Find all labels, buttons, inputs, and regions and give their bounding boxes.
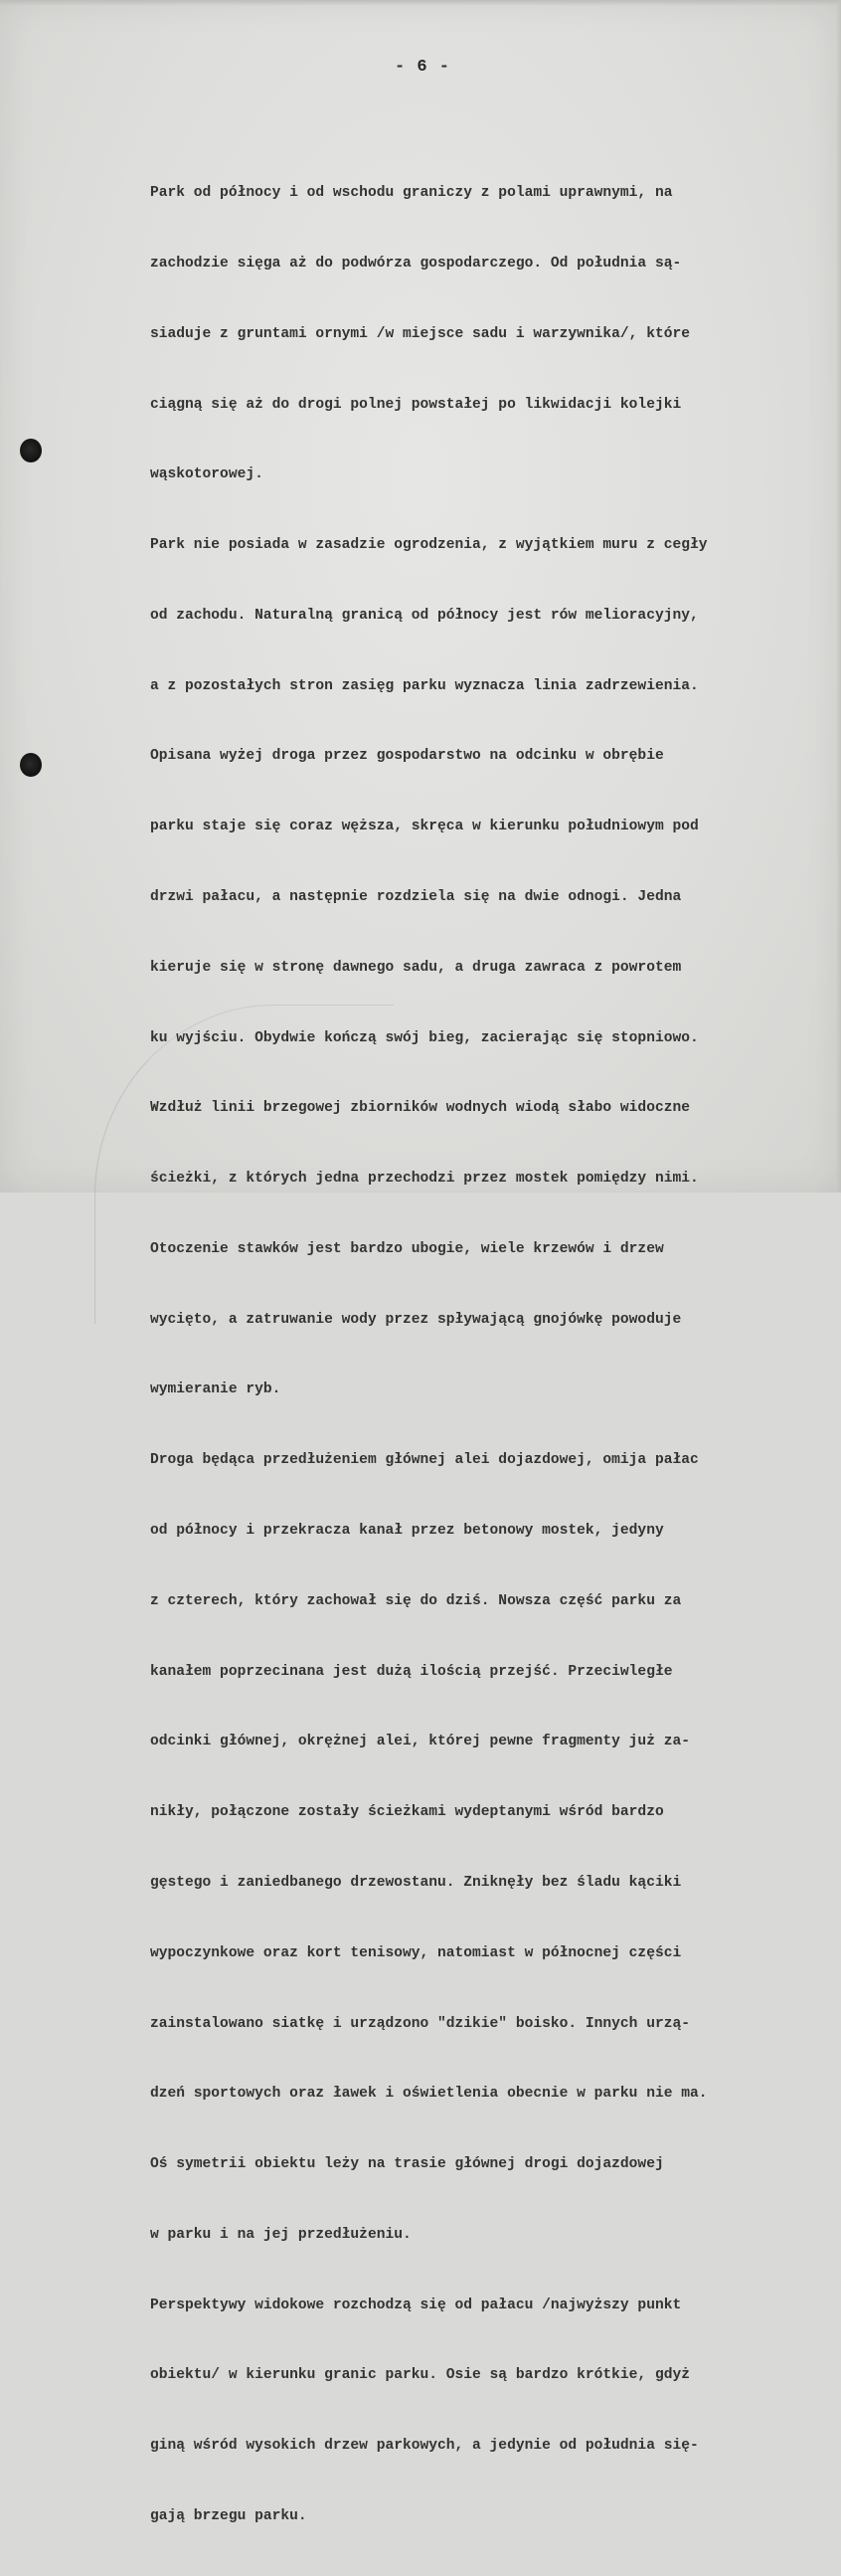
text-line: a z pozostałych stron zasięg parku wyznacza linia zadrzewienia. — [150, 677, 699, 694]
text-line: Droga będąca przedłużeniem głównej alei dojazdowej, omija pałac — [150, 1452, 699, 1469]
text-line: z czterech, który zachował się do dziś. Nowsza część parku za — [150, 1592, 682, 1609]
text-line: gęstego i zaniedbanego drzewostanu. Zniknęły bez śladu kąciki — [150, 1874, 682, 1891]
punch-hole-lower — [20, 753, 42, 777]
text-line: kieruje się w stronę dawnego sadu, a druga zawraca z powrotem — [150, 959, 682, 976]
text-line: Otoczenie stawków jest bardzo ubogie, wiele krzewów i drzew — [150, 1240, 664, 1257]
text-line: Oś symetrii obiektu leży na trasie głównej drogi dojazdowej — [150, 2156, 664, 2173]
text-line: Park od północy i od wschodu graniczy z polami uprawnymi, na — [150, 185, 673, 202]
text-line: parku staje się coraz węższa, skręca w kierunku południowym pod — [150, 819, 699, 835]
text-line: nikły, połączone zostały ścieżkami wydeptanymi wśród bardzo — [150, 1804, 664, 1821]
text-line: wypoczynkowe oraz kort tenisowy, natomiast w północnej części — [150, 1944, 682, 1961]
text-line: wymieranie ryb. — [150, 1381, 281, 1398]
text-line: dzeń sportowych oraz ławek i oświetlenia obecnie w parku nie ma. — [150, 2086, 708, 2103]
text-line: gają brzegu parku. — [150, 2507, 307, 2524]
text-line: Park nie posiada w zasadzie ogrodzenia, z wyjątkiem muru z cegły — [150, 537, 708, 554]
punch-hole-upper — [20, 439, 42, 462]
text-line: od północy i przekracza kanał przez betonowy mostek, jedyny — [150, 1523, 664, 1540]
text-line: siaduje z gruntami ornymi /w miejsce sadu i warzywnika/, które — [150, 325, 690, 342]
text-line: Opisana wyżej droga przez gospodarstwo na odcinku w obrębie — [150, 748, 664, 765]
text-line: odcinki głównej, okrężnej alei, której pewne fragmenty już za- — [150, 1734, 690, 1750]
text-line: ścieżki, z których jedna przechodzi przez mostek pomiędzy nimi. — [150, 1171, 699, 1188]
typewritten-body — [150, 135, 836, 2576]
text-line: od zachodu. Naturalną granicą od północy jest rów melioracyjny, — [150, 607, 699, 624]
text-line: zainstalowano siatkę i urządzono "dzikie" boisko. Innych urzą- — [150, 2015, 690, 2032]
text-line: w parku i na jej przedłużeniu. — [150, 2226, 412, 2243]
text-line: drzwi pałacu, a następnie rozdziela się na dwie odnogi. Jedna — [150, 889, 682, 905]
page-right-edge — [836, 0, 841, 1193]
text-line: Wzdłuż linii brzegowej zbiorników wodnych wiodą słabo widoczne — [150, 1100, 690, 1117]
page-top-edge — [0, 0, 841, 6]
text-line: Perspektywy widokowe rozchodzą się od pałacu /najwyższy punkt — [150, 2297, 682, 2313]
page-number: - 6 - — [394, 58, 450, 77]
text-line: ciągną się aż do drogi polnej powstałej po likwidacji kolejki — [150, 396, 682, 413]
text-line: ku wyjściu. Obydwie kończą swój bieg, zacierając się stopniowo. — [150, 1029, 699, 1046]
text-line: kanałem poprzecinana jest dużą ilością przejść. Przeciwległe — [150, 1663, 673, 1680]
text-line: obiektu/ w kierunku granic parku. Osie są bardzo krótkie, gdyż — [150, 2367, 690, 2384]
text-line: giną wśród wysokich drzew parkowych, a jedynie od południa się- — [150, 2438, 699, 2455]
text-line: zachodzie sięga aż do podwórza gospodarczego. Od południa są- — [150, 255, 682, 272]
text-line: wąskotorowej. — [150, 466, 263, 483]
text-line: wycięto, a zatruwanie wody przez spływającą gnojówkę powoduje — [150, 1311, 682, 1328]
